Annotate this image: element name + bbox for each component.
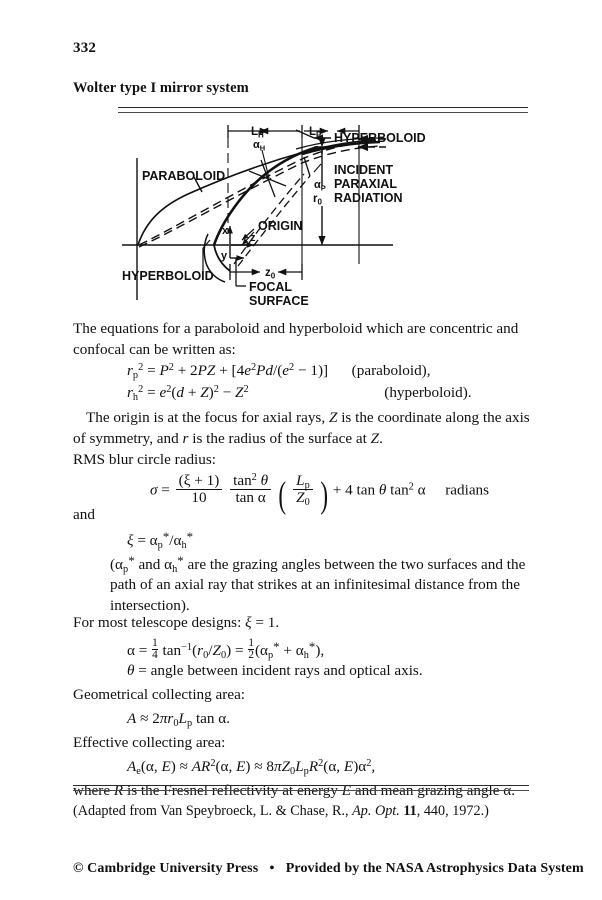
attribution-prefix: (Adapted from Van Speybroeck, L. & Chase, R.,	[73, 803, 353, 819]
equation-alpha: α = $\frac{1}{4}$ $\tan^{-1}(r_0/Z_0)$ = $\frac{1}{2}$ $(\alpha_p^* + \alpha_h^*)$,	[127, 636, 325, 662]
paragraph-intro: The equations for a paraboloid and hyperboloid which are concentric and confocal can be written as:	[73, 320, 519, 358]
equation-effective-area: $A_e(\alpha$, $E) \approx AR^2(\alpha$, $E) \approx 8\pi Z_0L_pR^2(\alpha$, $E)\alpha^2$,	[127, 758, 376, 777]
figure-label-hyperboloid-top: HYPERBOLOID	[334, 131, 426, 145]
heading-geometrical-area: Geometrical collecting area:	[73, 686, 246, 703]
equation-xi: $\xi = \alpha_p^*/\alpha_h^*$	[127, 529, 194, 551]
figure-label-lh: $L_H$	[251, 126, 264, 140]
equation-paraboloid-label: (paraboloid),	[351, 362, 431, 379]
figure-label-lp: $L_P$	[309, 126, 322, 140]
figure-label-alpha-p: $\alpha_P$	[314, 179, 326, 193]
figure-label-focal-1: FOCAL	[249, 280, 293, 294]
wolter-type-1-mirror-diagram	[118, 114, 528, 306]
header-divider	[118, 107, 528, 113]
footer-copyright	[73, 861, 584, 877]
figure-label-focal-2: SURFACE	[249, 294, 309, 306]
figure-label-r0: $r_0$	[313, 193, 322, 207]
equation-hyperboloid: $r_h^2 = e^2(d + Z)^2 - Z^2$ (hyperboloid).	[127, 384, 472, 403]
fraction-lp-over-z0: $\frac{L_p}{Z_0}$	[293, 473, 313, 507]
footer-separator: •	[269, 861, 275, 876]
footer-divider	[73, 785, 529, 791]
figure-label-axis-z: z	[250, 232, 256, 244]
equation-hyperboloid-label: (hyperboloid).	[384, 384, 472, 401]
equation-geometrical-area: $A \approx 2\pi r_0L_p$ tan α.	[127, 710, 231, 729]
heading-effective-area: Effective collecting area:	[73, 734, 226, 751]
heading-rms-blur: RMS blur circle radius:	[73, 451, 216, 468]
attribution-suffix: , 440, 1972.)	[416, 803, 489, 819]
definition-theta: θ = angle between incident rays and optical axis.	[127, 662, 423, 679]
figure-label-axis-x: x	[222, 225, 229, 237]
rms-units: radians	[445, 481, 490, 499]
figure-label-incident-3: RADIATION	[334, 191, 403, 205]
page-number: 332	[73, 40, 97, 56]
figure-label-incident-1: INCIDENT	[334, 163, 394, 177]
page-title: Wolter type I mirror system	[73, 80, 249, 96]
figure-label-hyperboloid-bottom: HYPERBOLOID	[122, 269, 214, 283]
attribution	[73, 803, 489, 820]
connector-and: and	[73, 506, 95, 523]
paren-close: )	[319, 474, 328, 516]
publisher-name: Cambridge University Press	[87, 861, 259, 876]
figure-label-alpha-h: $\alpha_H$	[253, 139, 266, 153]
figure-label-paraboloid: PARABOLOID	[142, 169, 226, 183]
fraction-tan-ratio: $\frac{\tan^2 \theta}{\text{tan α}}$	[230, 473, 271, 507]
figure-label-incident-2: PARAXIAL	[334, 177, 397, 191]
equation-rms-blur: σ = $\frac{(\xi + 1)}{10}$ $\frac{\tan^2 \theta}{\text{tan α}}$ ( $\frac{L_p}{Z_0}$ ) + 4 tan θ $\tan^2 \alpha$ radians	[150, 472, 490, 516]
figure-label-origin: ORIGIN	[258, 219, 303, 233]
copyright-symbol: ©	[73, 861, 84, 876]
fraction-xi-over-ten: $\frac{(\xi + 1)}{10}$	[176, 473, 223, 507]
attribution-volume: 11	[403, 803, 417, 819]
paragraph-telescope-designs: For most telescope designs: ξ = 1.	[73, 614, 280, 631]
attribution-journal: Ap. Opt.	[352, 803, 400, 819]
paragraph-origin: The origin is at the focus for axial rays, Z is the coordinate along the axis of symmetry, and r is the radius of the surface at Z.	[73, 409, 530, 447]
paragraph-xi-note: ($\alpha_p^*$ and $\alpha_h^*$ are the grazing angles between the two surfaces and the path of an axial ray that strikes at an infinitesimal distance from the intersection).	[110, 553, 526, 615]
paragraph-fresnel-note: where R is the Fresnel reflectivity at energy E and mean grazing angle α.	[73, 782, 516, 799]
equation-paraboloid: $r_p^2 = P^2 + 2PZ + [4e^2Pd/(e^2 - 1)]$ (paraboloid),	[127, 362, 431, 381]
paren-open: (	[278, 474, 286, 516]
provider-name: Provided by the NASA Astrophysics Data System	[285, 861, 584, 876]
figure-label-z0: $z_0$	[265, 267, 276, 281]
figure-label-axis-y: y	[221, 250, 228, 262]
